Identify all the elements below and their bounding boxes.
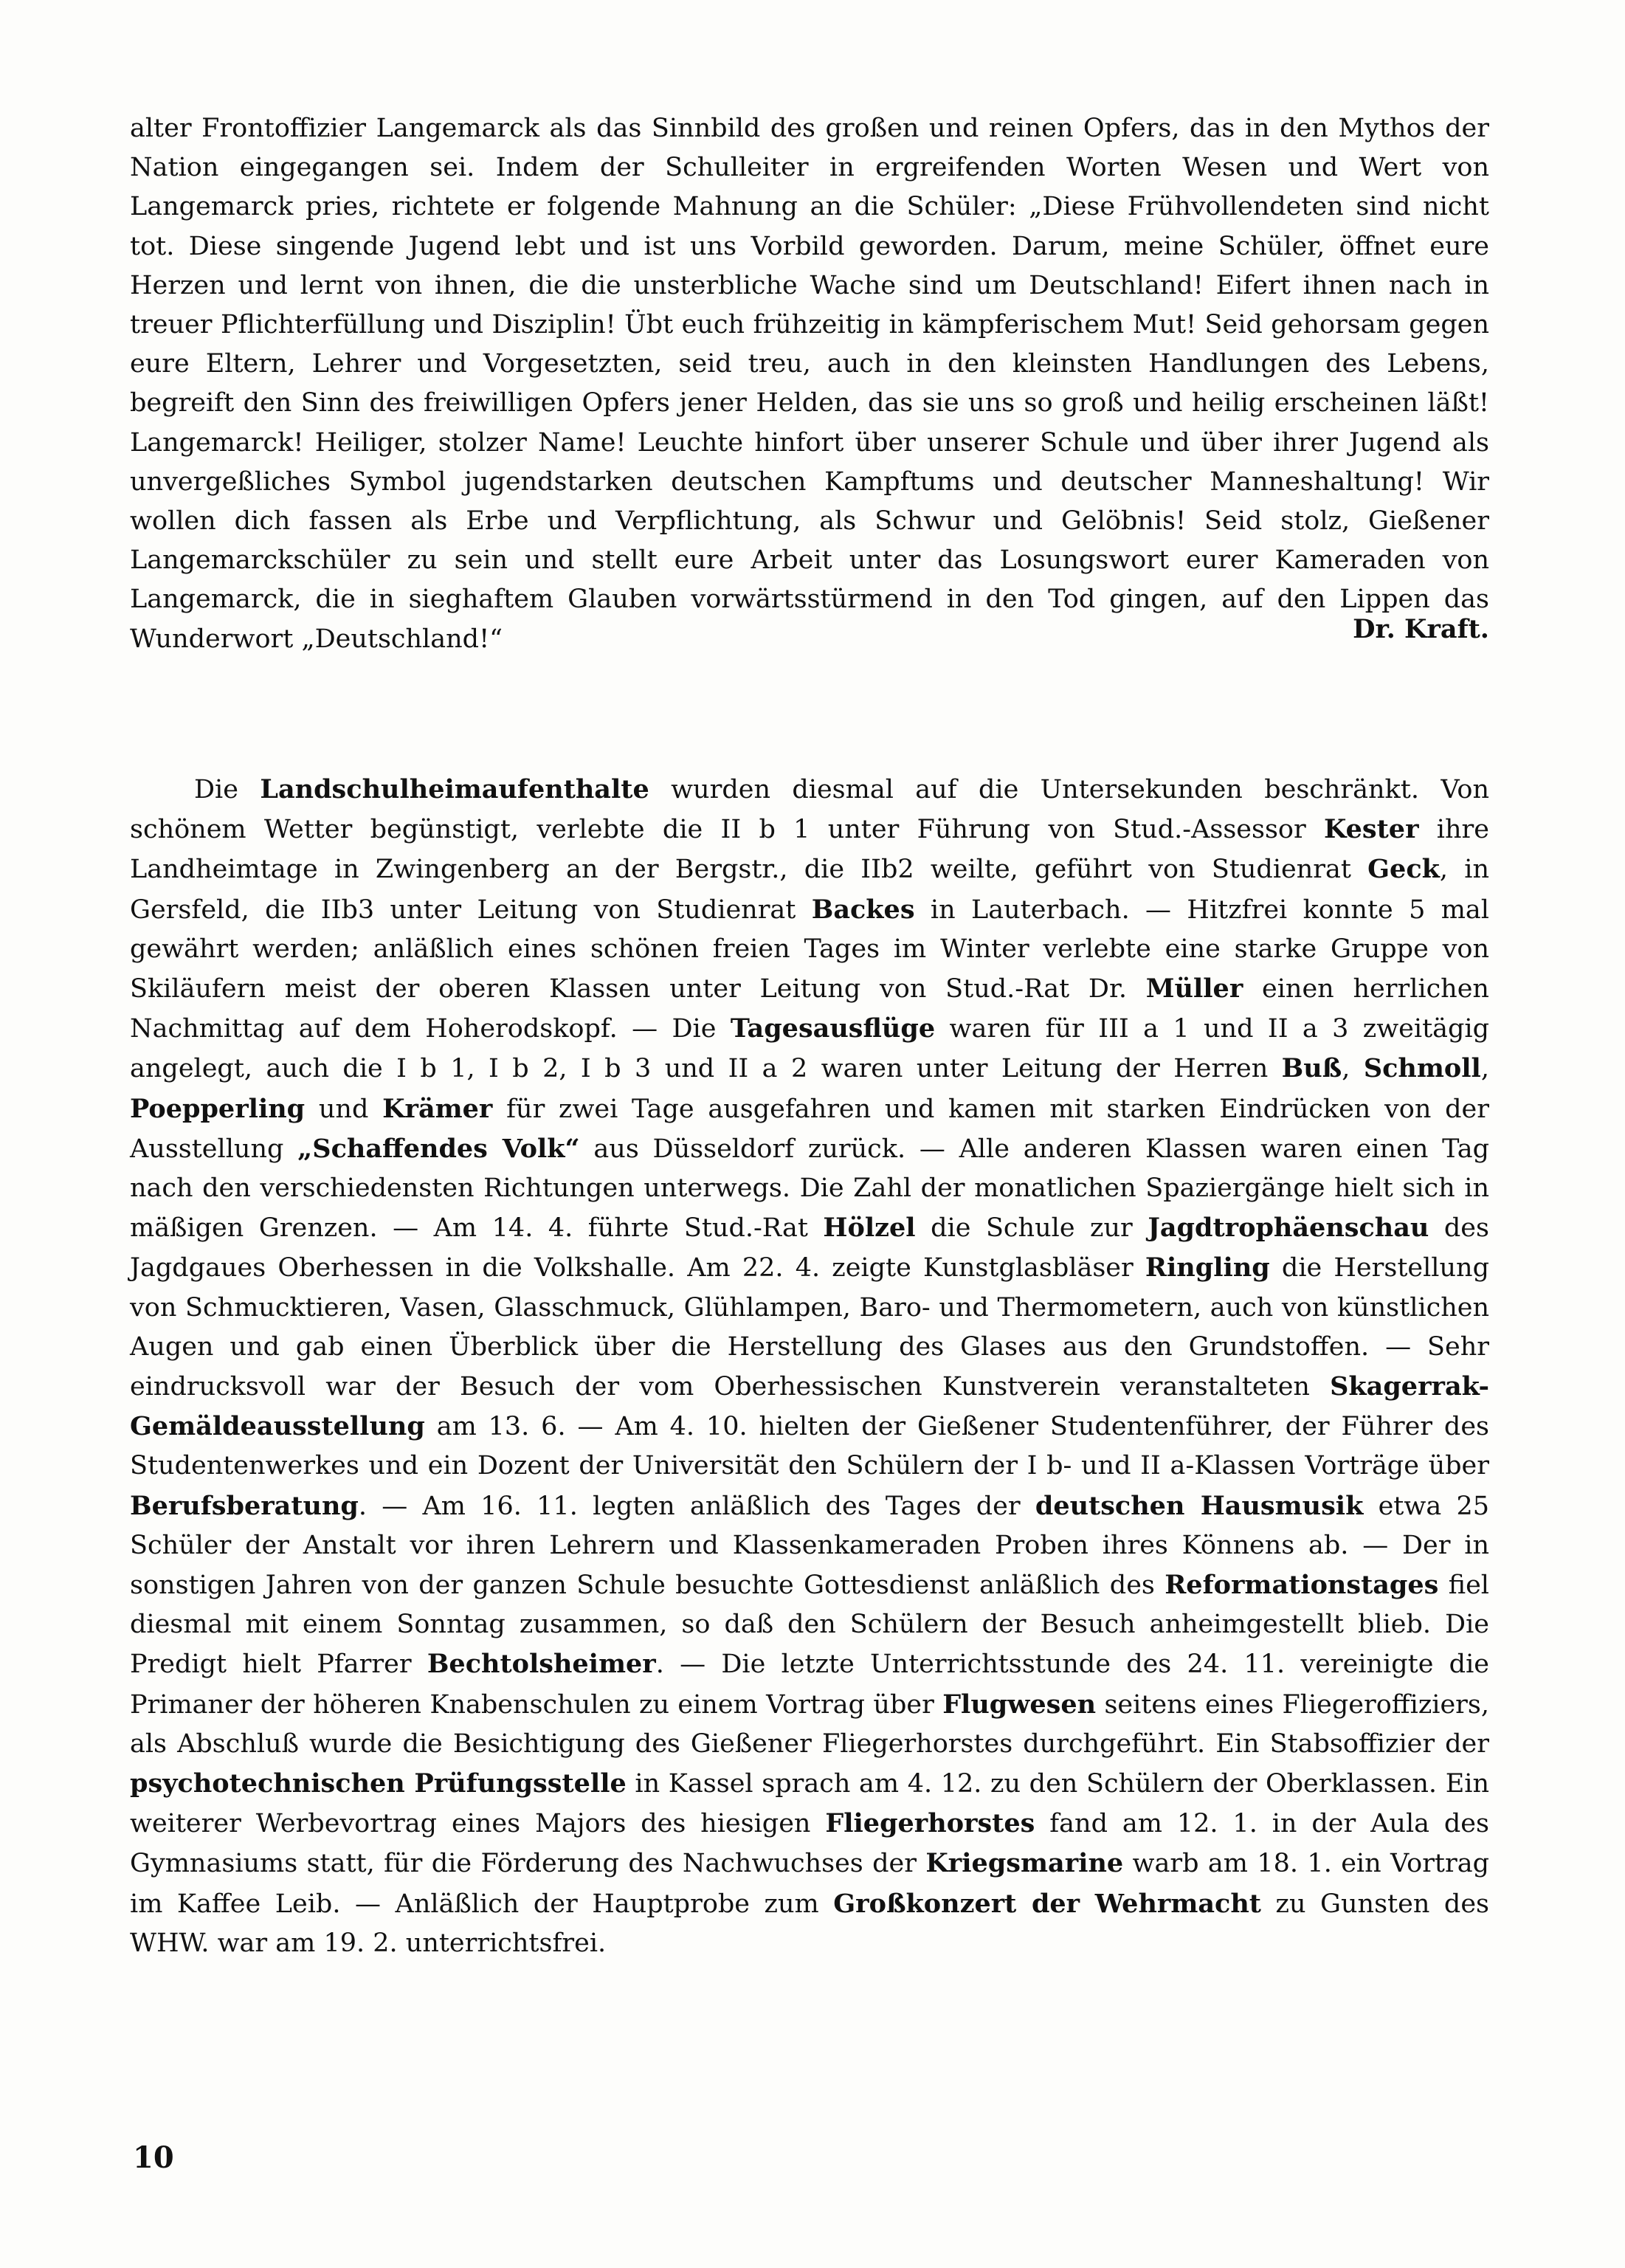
- emphasis-name: Backes: [811, 894, 915, 925]
- page-number: 10: [133, 2140, 174, 2175]
- emphasis-event: Reformationstages: [1165, 1570, 1439, 1601]
- emphasis-name: Hölzel: [823, 1213, 916, 1244]
- text-run: ihre Landheimtage in Zwingenberg an der Bergstr., die IIb2 weilte, geführt von Studienrat: [130, 815, 1489, 885]
- emphasis-topic: Berufsberatung: [130, 1490, 359, 1521]
- emphasis-name: Krämer: [382, 1093, 493, 1124]
- text-run: waren für III a 1 und II a 3 zweitägig angelegt, auch die I b 1, I b 2, I b 3 und II a 2 waren unter Leitung der Herren: [130, 1014, 1490, 1084]
- text-run: etwa 25 Schüler der Anstalt vor ihren Lehrern und Klassenkameraden Proben ihres Könnens ab. — Der in sonstigen Jahren von der ganzen Schule besuchte Gottesdienst anläßlich des: [130, 1491, 1489, 1601]
- emphasis-event: Großkonzert der Wehrmacht: [833, 1888, 1261, 1919]
- text-run: und: [305, 1094, 383, 1124]
- text-run: in Lauterbach. — Hitzfrei konnte 5 mal gewährt werden; anläßlich eines schönen freien Tages im Winter verlebte eine starke Gruppe von Skiläufern meist der oberen Klassen unter Leitung von Stud.-Rat Dr.: [130, 895, 1489, 1004]
- emphasis-event: Jagdtrophäenschau: [1148, 1213, 1429, 1244]
- text-run: . — Am 16. 11. legten anläßlich des Tages der: [358, 1491, 1035, 1521]
- text-run: die Herstellung von Schmucktieren, Vasen, Glasschmuck, Glühlampen, Baro- und Thermometern, auch von künstlichen Augen und gab einen Überblick über die Herstellung des Glases aus den Grundstoffen. — Sehr eindrucksvoll war der Besuch der vom Oberhessischen Kunstverein veranstalteten: [130, 1253, 1489, 1402]
- emphasis-name: Geck: [1367, 854, 1440, 885]
- text-run: des Jagdgaues Oberhessen in die Volkshalle. Am 22. 4. zeigte Kunstglasbläser: [130, 1213, 1489, 1283]
- emphasis-topic: Fliegerhorstes: [825, 1808, 1035, 1839]
- text-run: die Schule zur: [915, 1213, 1148, 1244]
- text-run: . — Die letzte Unterrichtsstunde des 24. 11. vereinigte die Primaner der höheren Knabenschulen zu einem Vortrag über: [130, 1650, 1489, 1720]
- emphasis-topic: psychotechnischen Prüfungsstelle: [130, 1768, 627, 1799]
- signature: Dr. Kraft.: [1353, 614, 1489, 644]
- text-run: in Kassel sprach am 4. 12. zu den Schülern der Oberklassen. Ein weiterer Werbevortrag eines Majors des hiesigen: [130, 1769, 1489, 1839]
- speech-paragraph: [130, 109, 1489, 659]
- emphasis-name: Ringling: [1145, 1252, 1270, 1283]
- text-run: aus Düsseldorf zurück. — Alle anderen Klassen waren einen Tag nach den verschiedensten Richtungen unterwegs. Die Zahl der monatlichen Spaziergänge hielt sich in mäßigen Grenzen. — Am 14. 4. führte Stud.-Rat: [130, 1134, 1490, 1244]
- text-run: fand am 12. 1. in der Aula des Gymnasiums statt, für die Förderung des Nachwuchses der: [130, 1809, 1489, 1879]
- emphasis-name: Kester: [1324, 814, 1419, 845]
- text-run: zu Gunsten des WHW. war am 19. 2. unterrichtsfrei.: [130, 1889, 1490, 1958]
- text-run: am 13. 6. — Am 4. 10. hielten der Gießener Studentenführer, der Führer des Studentenwerkes und ein Dozent der Universität den Schülern der I b- und II a-Klassen Vorträge über: [130, 1412, 1489, 1481]
- text-run: ,: [1480, 1054, 1489, 1084]
- emphasis-topic: Flugwesen: [942, 1689, 1097, 1720]
- text-run: warb am 18. 1. ein Vortrag im Kaffee Leib. — Anläßlich der Hauptprobe zum: [130, 1849, 1489, 1919]
- emphasis-exhibition: „Schaffendes Volk“: [297, 1133, 580, 1164]
- emphasis-event: Skagerrak-Gemäldeausstellung: [130, 1371, 1489, 1442]
- text-run: , in Gersfeld, die IIb3 unter Leitung von Studienrat: [130, 855, 1489, 925]
- emphasis-name: Buß: [1281, 1053, 1342, 1084]
- text-run: einen herrlichen Nachmittag auf dem Hoherodskopf. — Die: [130, 974, 1489, 1044]
- emphasis-name: Poepperling: [130, 1093, 306, 1124]
- emphasis-landschulheim: Landschulheimaufenthalte: [260, 774, 649, 804]
- text-run: seitens eines Fliegeroffiziers, als Abschluß wurde die Besichtigung des Gießener Fliegerhorstes durchgeführt. Ein Stabsoffizier der: [130, 1689, 1490, 1759]
- events-paragraph: [130, 770, 1489, 1963]
- text-run: Die: [194, 775, 261, 804]
- emphasis-event: deutschen Hausmusik: [1035, 1490, 1364, 1521]
- text-run: für zwei Tage ausgefahren und kamen mit starken Eindrücken von der Ausstellung: [130, 1094, 1489, 1164]
- emphasis-name: Müller: [1145, 973, 1243, 1004]
- emphasis-topic: Kriegsmarine: [925, 1848, 1124, 1879]
- emphasis-name: Bechtolsheimer: [427, 1649, 656, 1680]
- text-run: ,: [1342, 1054, 1364, 1084]
- text-run: fiel diesmal mit einem Sonntag zusammen, so daß den Schülern der Besuch anheimgestellt blieb. Die Predigt hielt Pfarrer: [130, 1571, 1489, 1680]
- emphasis-name: Schmoll: [1363, 1053, 1481, 1084]
- text-run: wurden diesmal auf die Untersekunden beschränkt. Von schönem Wetter begünstigt, verlebte die II b 1 unter Führung von Stud.-Assessor: [130, 775, 1490, 845]
- speech-text: alter Frontoffizier Langemarck als das Sinnbild des großen und reinen Opfers, das in den Mythos der Nation eingegangen sei. Indem der Schulleiter in ergreifenden Worten Wesen und Wert von Langemarck pries, richtete er folgende Mahnung an die Schüler: „Diese Frühvollendeten sind nicht tot. Diese singende Jugend lebt und ist uns Vorbild geworden. Darum, meine Schüler, öffnet eure Herzen und lernt von ihnen, die die unsterbliche Wache sind um Deutschland! Eifert ihnen nach in treuer Pflichterfüllung und Disziplin! Übt euch frühzeitig in kämpferischem Mut! Seid gehorsam gegen eure Eltern, Lehrer und Vorgesetzten, seid treu, auch in den kleinsten Handlungen des Lebens, begreift den Sinn des freiwilligen Opfers jener Helden, das sie uns so groß und heilig erscheinen läßt! Langemarck! Heiliger, stolzer Name! Leuchte hinfort über unserer Schule und über ihrer Jugend als unvergeßliches Symbol jugendstarken deutschen Kampftums und deutscher Manneshaltung! Wir wollen dich fassen als Erbe und Verpflichtung, als Schwur und Gelöbnis! Seid stolz, Gießener Langemarckschüler zu sein und stellt eure Arbeit unter das Losungswort eurer Kameraden von Langemarck, die in sieghaftem Glauben vorwärtsstürmend in den Tod gingen, auf den Lippen das Wunderwort „Deutschland!“: [130, 114, 1489, 654]
- emphasis-tagesausfluege: Tagesausflüge: [730, 1013, 936, 1044]
